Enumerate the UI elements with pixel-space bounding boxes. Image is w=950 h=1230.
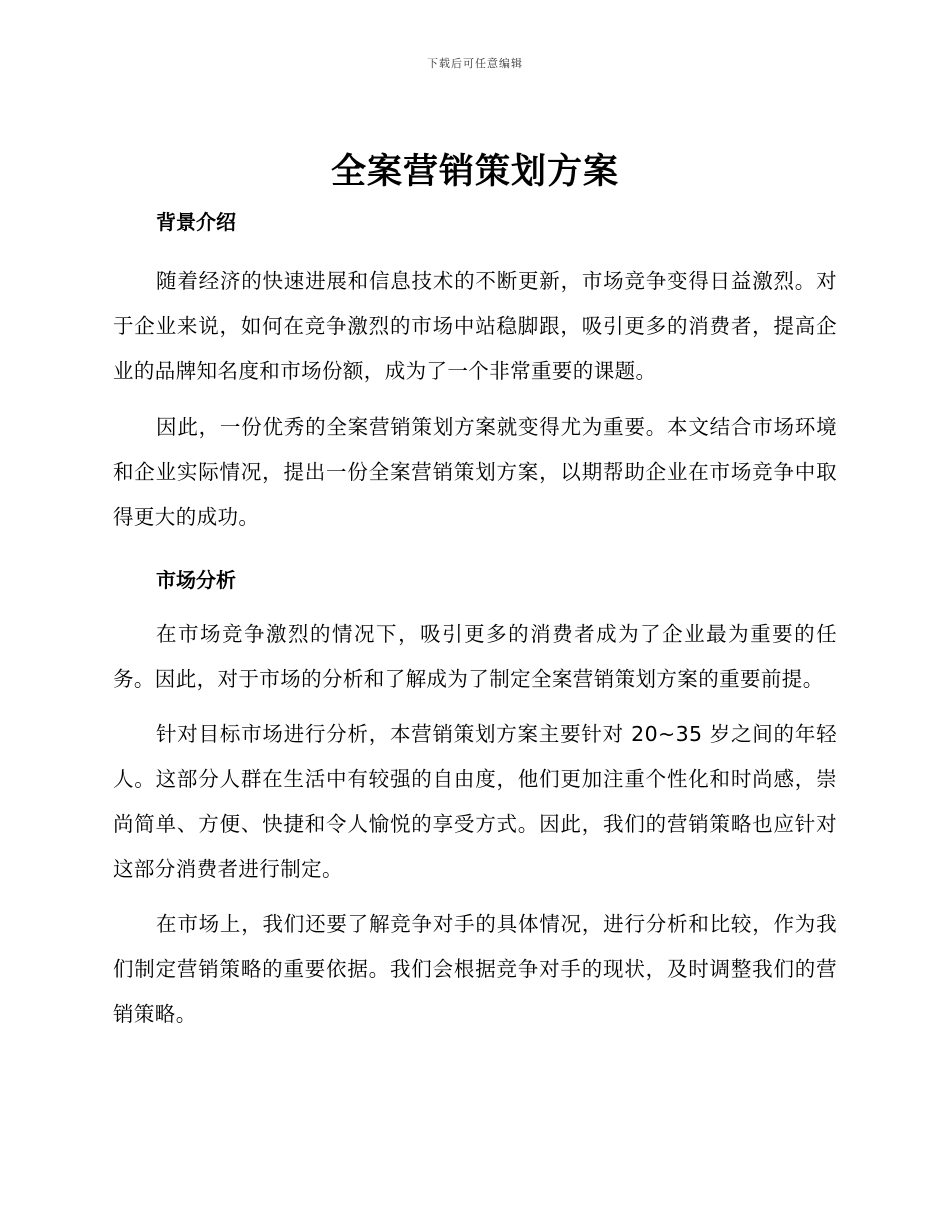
paragraph: 随着经济的快速进展和信息技术的不断更新，市场竞争变得日益激烈。对于企业来说，如何在竞争激烈的市场中站稳脚跟，吸引更多的消费者，提高企业的品牌知名度和市场份额，成为了一个非常重要的课题。 [113,269,837,383]
section-heading-market-analysis: 市场分析 [156,568,236,592]
paragraph: 针对目标市场进行分析，本营销策划方案主要针对 20~35 岁之间的年轻人。这部分人群在生活中有较强的自由度，他们更加注重个性化和时尚感，崇尚简单、方便、快捷和令人愉悦的享受方式。因此，我们的营销策略也应针对这部分消费者进行制定。 [113,722,837,881]
header-note: 下载后可任意编辑 [427,57,523,70]
document-title: 全案营销策划方案 [330,152,619,192]
paragraph: 在市场上，我们还要了解竞争对手的具体情况，进行分析和比较，作为我们制定营销策略的重要依据。我们会根据竞争对手的现状，及时调整我们的营销策略。 [113,912,837,1026]
document-body [113,200,837,1037]
section-heading-background: 背景介绍 [156,210,236,234]
paragraph: 在市场竞争激烈的情况下，吸引更多的消费者成为了企业最为重要的任务。因此，对于市场的分析和了解成为了制定全案营销策划方案的重要前提。 [113,622,837,691]
paragraph: 因此，一份优秀的全案营销策划方案就变得尤为重要。本文结合市场环境和企业实际情况，提出一份全案营销策划方案，以期帮助企业在市场竞争中取得更大的成功。 [113,415,837,529]
